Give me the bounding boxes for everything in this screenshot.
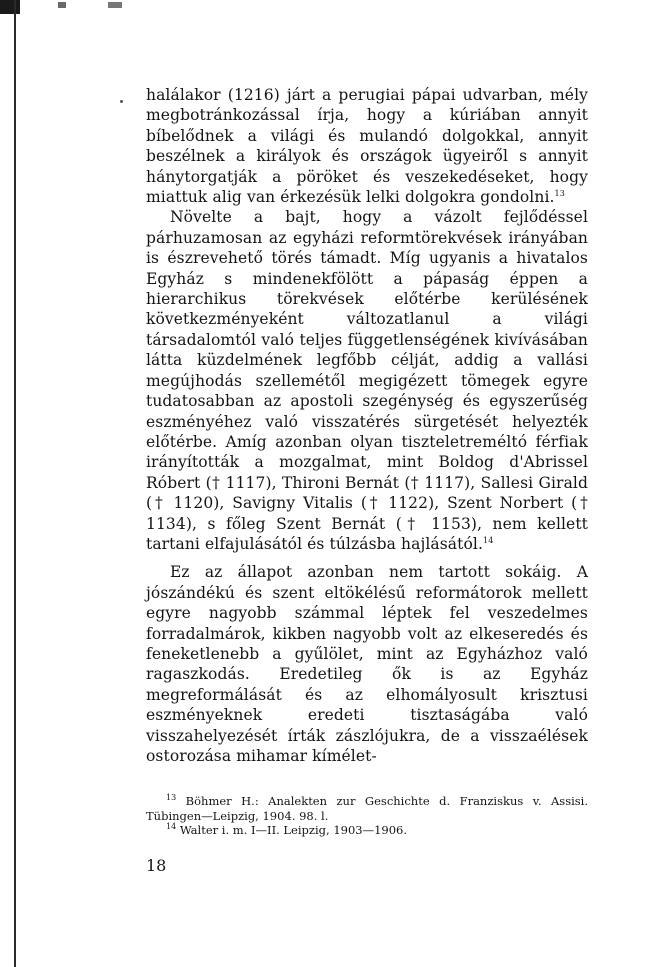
page-body	[146, 85, 588, 838]
footnote-13-text: Böhmer H.: Analekten zur Geschichte d. Franziskus v. Assisi. Tübingen—Leipzig, 1904. 98. l.	[146, 794, 589, 823]
paragraph-3	[146, 562, 588, 766]
footnote-14	[146, 823, 588, 838]
paragraph-1	[146, 85, 588, 207]
scan-artifact-corner	[0, 0, 20, 14]
paragraph-2-text: Növelte a bajt, hogy a vázolt fejlődéssel párhuzamosan az egyházi reformtörekvések irányában is észrevehető törés támadt. Míg ugyanis a hivatalos Egyház s mindenekfölött a pápaság éppen a hierarchikus törekvések előtérbe kerülésének következményeként változatlanul a világi társadalomtól való teljes függetlenségének kivívásában látta küzdelmének legfőbb célját, addig a vallási megújhodás szellemétől megigézett tömegek egyre tudatosabban az apostoli szegénység és egyszerűség eszményéhez való visszatérés sürgetését helyezték előtérbe. Amíg azonban olyan tiszteletreméltó férfiak irányították a mozgalmat, mint Boldog d'Abrissel Róbert († 1117), Thironi Bernát († 1117), Sallesi Girald († 1120), Savigny Vitalis († 1122), Szent Norbert († 1134), s főleg Szent Bernát († 1153), nem kellett tartani elfajulásától és túlzásba hajlásától.	[146, 208, 588, 553]
footnote-ref-14: 14	[483, 535, 494, 545]
scan-page-edge	[14, 0, 16, 967]
footnote-14-number: 14	[166, 822, 177, 832]
paragraph-2	[146, 207, 588, 554]
page-number: 18	[146, 856, 167, 875]
footnote-14-text: Walter i. m. I—II. Leipzig, 1903—1906.	[179, 823, 408, 838]
footnotes	[146, 794, 588, 838]
footnote-13	[146, 794, 588, 823]
scan-speck	[120, 100, 123, 103]
footnote-ref-13: 13	[554, 188, 565, 198]
footnote-separator	[146, 766, 588, 794]
paragraph-3-text: Ez az állapot azonban nem tartott sokáig. A jószándékú és szent eltökélésű reformátorok mellett egyre nagyobb számmal léptek fel veszedelmes forradalmárok, kikben nagyobb volt az elkeseredés és feneketlenebb a gyűlölet, mint az Egyházhoz való ragaszkodás. Eredetileg ők is az Egyház megreformálását és az elhomályosult krisztusi eszményeknek eredeti tisztaságába való visszahelyezését írták zászlójukra, de a visszaélések ostorozása mihamar kímélet-	[146, 563, 588, 765]
paragraph-1-text: halálakor (1216) járt a perugiai pápai udvarban, mély megbotránkozással írja, hogy a kúriában annyit bíbelődnek a világi és mulandó dolgokkal, annyit beszélnek a királyok és országok ügyeiről s annyit hánytorgatják a pöröket és veszekedéseket, hogy miattuk alig van érkezésük lelki dolgokra gondolni.	[146, 86, 588, 207]
footnote-13-number: 13	[166, 793, 177, 803]
scan-artifact-top	[58, 2, 148, 8]
